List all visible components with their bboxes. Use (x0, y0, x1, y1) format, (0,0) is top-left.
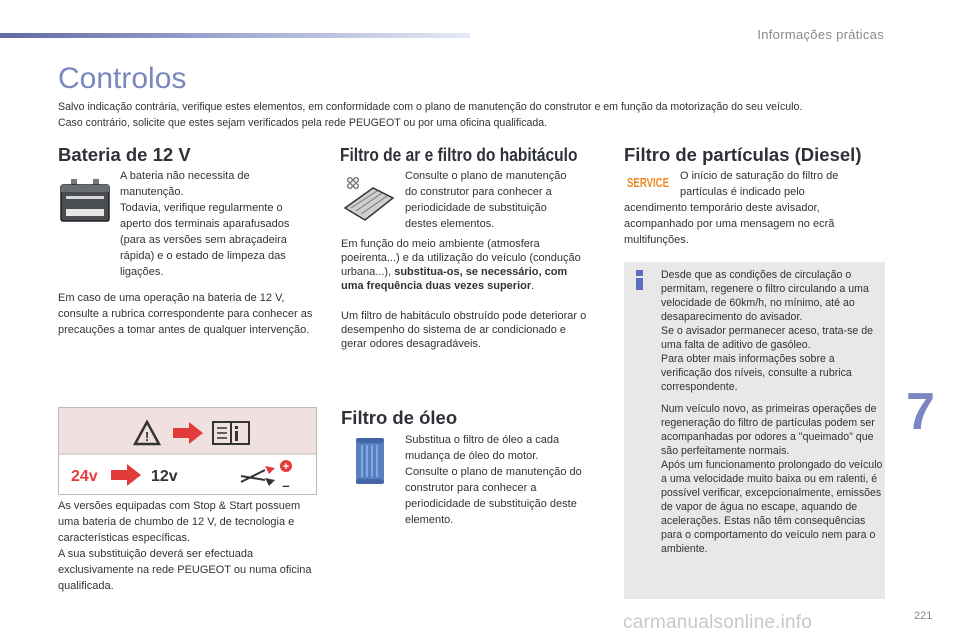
page-number: 221 (914, 610, 933, 622)
jumper-cables-icon (241, 460, 292, 493)
watermark: carmanualsonline.info (623, 612, 813, 633)
section-label: Informações práticas (757, 27, 884, 42)
chapter-number: 7 (906, 383, 935, 441)
oil-filter-text: Substitua o filtro de óleo a cada mudança de óleo do motor. Consulte o plano de manutenção do construtor para conhecer a periodicidade de substituição deste elemento. (405, 434, 582, 526)
battery-voltage-panel (58, 407, 317, 495)
particle-filter-heading: Filtro de partículas (Diesel) (624, 144, 862, 165)
page-title: Controlos (58, 62, 187, 95)
air-filter-text-1: Consulte o plano de manutenção do construtor para conhecer a periodicidade de substituição destes elementos. (405, 170, 567, 230)
header-accent-bar (0, 33, 470, 38)
air-filter-text-3: Um filtro de habitáculo obstruído pode deteriorar o desempenho do sistema de ar condicionado e gerar odores desagradáveis. (341, 310, 587, 350)
battery-text-1: A bateria não necessita de manutenção. Todavia, verifique regularmente o aperto dos terminais aparafusados (para as versões sem abraçadeira rápida) e o estado de limpeza das ligações. (120, 170, 290, 278)
battery-heading: Bateria de 12 V (58, 144, 191, 165)
svg-text:+: + (282, 461, 290, 473)
info-text: Desde que as condições de circulação o permitam, regenere o filtro circulando a uma velocidade de 60km/h, no mínimo, até ao desaparecimento do avisador. Se o avisador permanecer aceso, trata-se de uma falta de aditivo de gasóleo. Para obter mais informações sobre a verificação dos níveis, consulte a rubrica correspondente. Num veículo novo, as primeiras operações de regeneração do filtro de partículas podem ser acompanhadas por odores a "queimado" que são perfeitamente normais. Após um funcionamento prolongado do veículo a uma velocidade muito baixa ou em ralenti, é possível verificar, excepcionalmente, emissões de vapor de água no escape, aquando de acelerações. Estas não têm consequências para o comportamento do veículo nem para o ambiente. (661, 269, 883, 555)
particle-filter-text-1a: O início de saturação do filtro de partículas é indicado pelo (680, 170, 839, 198)
info-icon (634, 270, 645, 290)
particle-filter-text-1b: acendimento temporário deste avisador, acompanhado por uma mensagem no ecrã multifunções. (624, 202, 835, 246)
car-battery-icon (58, 176, 112, 224)
svg-text:!: ! (144, 429, 150, 444)
voltage-12v-label: 12v (151, 468, 178, 485)
oil-filter-icon (350, 436, 390, 488)
battery-text-3: As versões equipadas com Stop & Start possuem uma bateria de chumbo de 12 V, de tecnologia e características específicas. A sua substituição deverá ser efectuada exclusivamente na rede PEUGEOT ou numa oficina qualificada. (58, 500, 312, 592)
service-warning-icon (625, 172, 671, 192)
air-filter-text-2: Em função do meio ambiente (atmosfera poeirenta...) e da utilização do veículo (condução urbana...), substitua-os, se necessário, com uma frequência duas vezes superior. (341, 238, 581, 292)
oil-filter-heading: Filtro de óleo (341, 407, 458, 428)
intro-text: Salvo indicação contrária, verifique estes elementos, em conformidade com o plano de manutenção do construtor e em função da motorização do seu veículo. Caso contrário, solicite que estes sejam verificados pela rede PEUGEOT ou por uma oficina qualificada. (58, 101, 803, 129)
battery-text-2: Em caso de uma operação na bateria de 12 V, consulte a rubrica correspondente para conhecer as precauções a tomar antes de qualquer intervenção. (58, 292, 313, 336)
air-filter-heading: Filtro de ar e filtro do habitáculo (340, 144, 578, 165)
arrow-right-icon (127, 464, 141, 486)
air-filter-icon (341, 174, 395, 224)
svg-text:–: – (282, 478, 290, 493)
voltage-24v-label: 24v (71, 468, 98, 485)
voltage-warning-graphic (59, 408, 316, 494)
svg-text:SERVICE: SERVICE (627, 175, 670, 190)
